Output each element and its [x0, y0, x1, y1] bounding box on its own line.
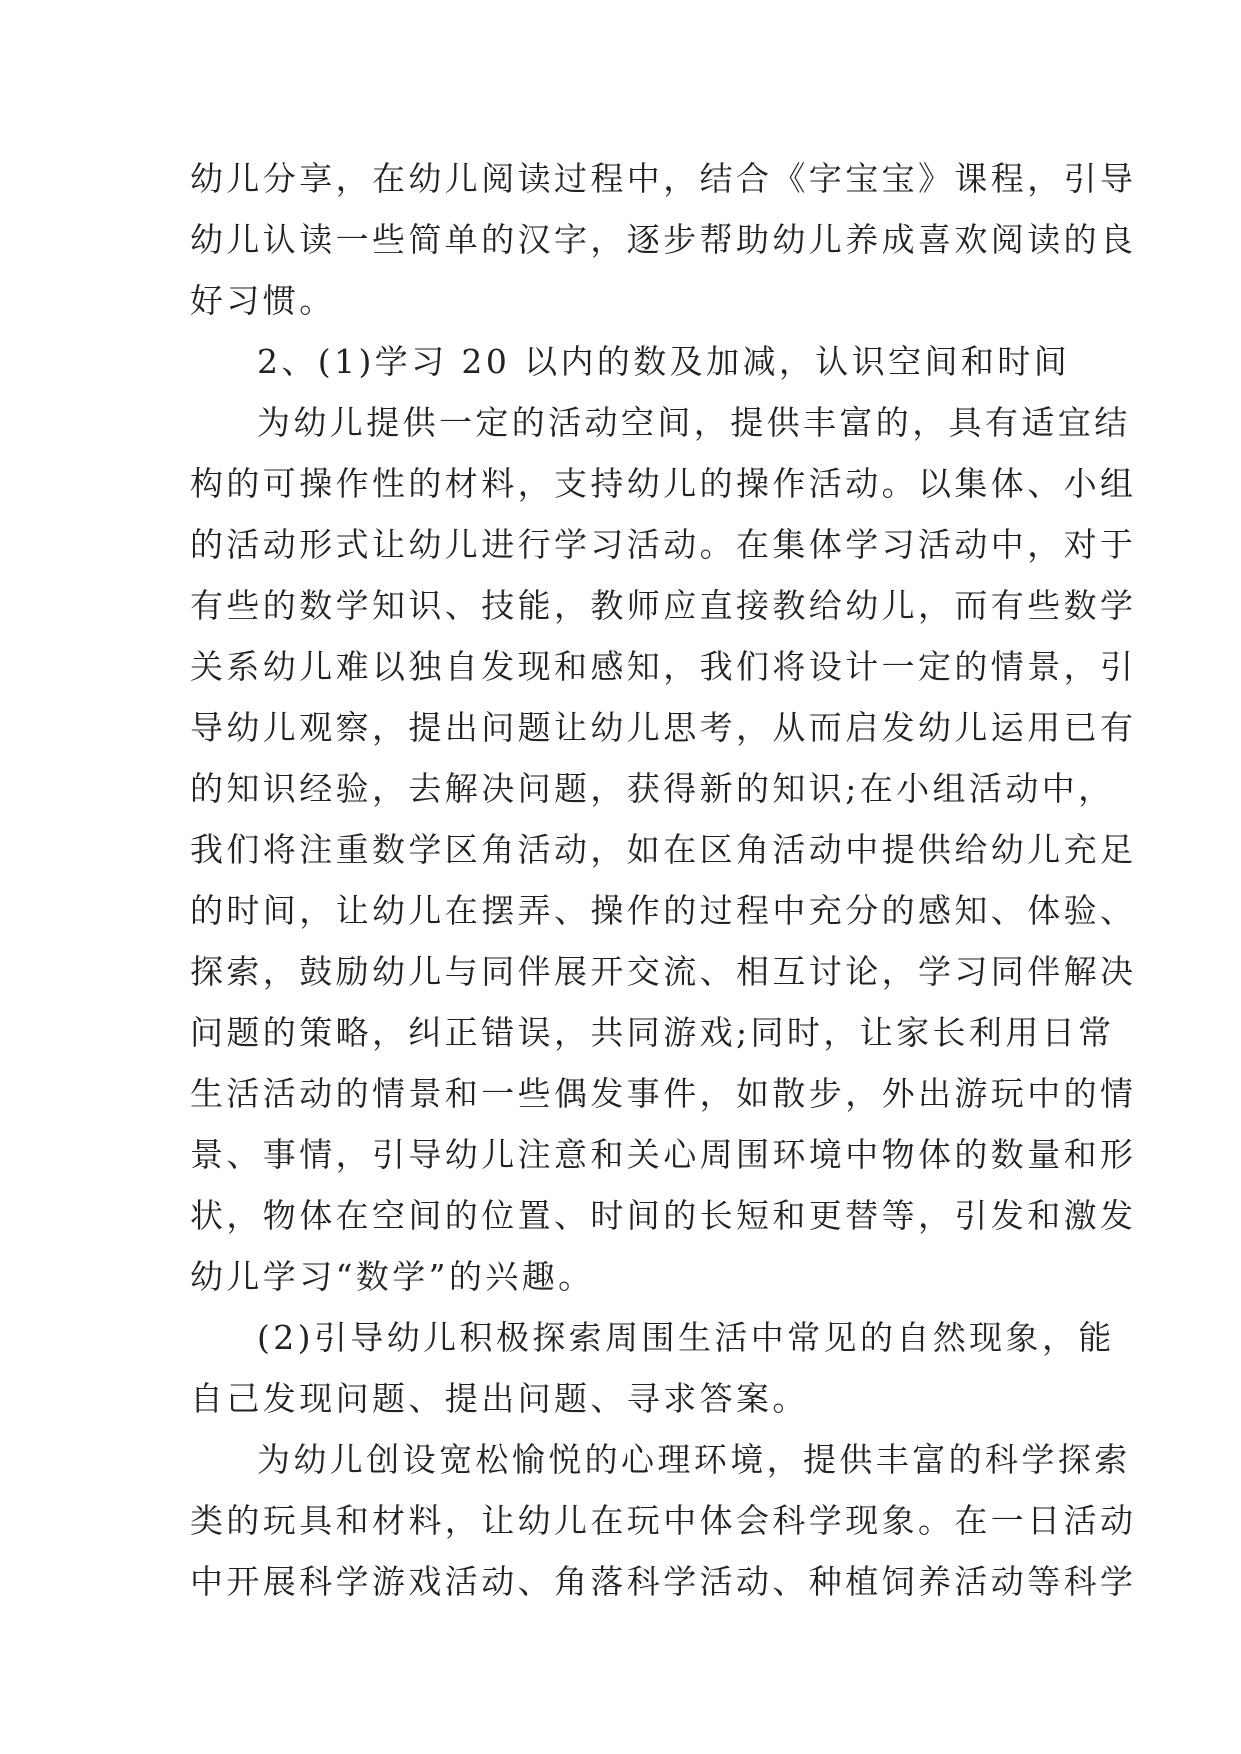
- text-line: 探索，鼓励幼儿与同伴展开交流、相互讨论，学习同伴解决: [190, 952, 1137, 991]
- text-line: 我们将注重数学区角活动，如在区角活动中提供给幼儿充足: [190, 830, 1137, 869]
- text-line: 生活活动的情景和一些偶发事件，如散步，外出游玩中的情: [190, 1074, 1137, 1113]
- text-line: 幼儿认读一些简单的汉字，逐步帮助幼儿养成喜欢阅读的良: [190, 220, 1137, 259]
- subsection-heading: (2)引导幼儿积极探索周围生活中常见的自然现象，能: [257, 1318, 1115, 1357]
- text-line: 的时间，让幼儿在摆弄、操作的过程中充分的感知、体验、: [190, 891, 1137, 930]
- text-line: 状，物体在空间的位置、时间的长短和更替等，引发和激发: [190, 1196, 1137, 1235]
- section-heading: 2、(1)学习 20 以内的数及加减，认识空间和时间: [257, 342, 1071, 381]
- text-line: 类的玩具和材料，让幼儿在玩中体会科学现象。在一日活动: [190, 1501, 1137, 1540]
- text-line: 好习惯。: [190, 281, 336, 320]
- text-line: 的知识经验，去解决问题，获得新的知识;在小组活动中，: [190, 769, 1115, 808]
- text-line: 关系幼儿难以独自发现和感知，我们将设计一定的情景，引: [190, 647, 1137, 686]
- text-line: 自己发现问题、提出问题、寻求答案。: [190, 1379, 809, 1418]
- text-line: 为幼儿创设宽松愉悦的心理环境，提供丰富的科学探索: [257, 1440, 1131, 1479]
- text-line: 构的可操作性的材料，支持幼儿的操作活动。以集体、小组: [190, 464, 1137, 503]
- text-line: 的活动形式让幼儿进行学习活动。在集体学习活动中，对于: [190, 525, 1137, 564]
- text-line: 有些的数学知识、技能，教师应直接教给幼儿，而有些数学: [190, 586, 1137, 625]
- text-line: 导幼儿观察，提出问题让幼儿思考，从而启发幼儿运用已有: [190, 708, 1137, 747]
- text-line: 问题的策略，纠正错误，共同游戏;同时，让家长利用日常: [190, 1013, 1115, 1052]
- text-line: 景、事情，引导幼儿注意和关心周围环境中物体的数量和形: [190, 1135, 1137, 1174]
- text-line: 为幼儿提供一定的活动空间，提供丰富的，具有适宜结: [257, 403, 1131, 442]
- text-line: 幼儿分享，在幼儿阅读过程中，结合《字宝宝》课程，引导: [190, 159, 1137, 198]
- text-line: 幼儿学习“数学”的兴趣。: [190, 1257, 595, 1296]
- text-line: 中开展科学游戏活动、角落科学活动、种植饲养活动等科学: [190, 1562, 1137, 1601]
